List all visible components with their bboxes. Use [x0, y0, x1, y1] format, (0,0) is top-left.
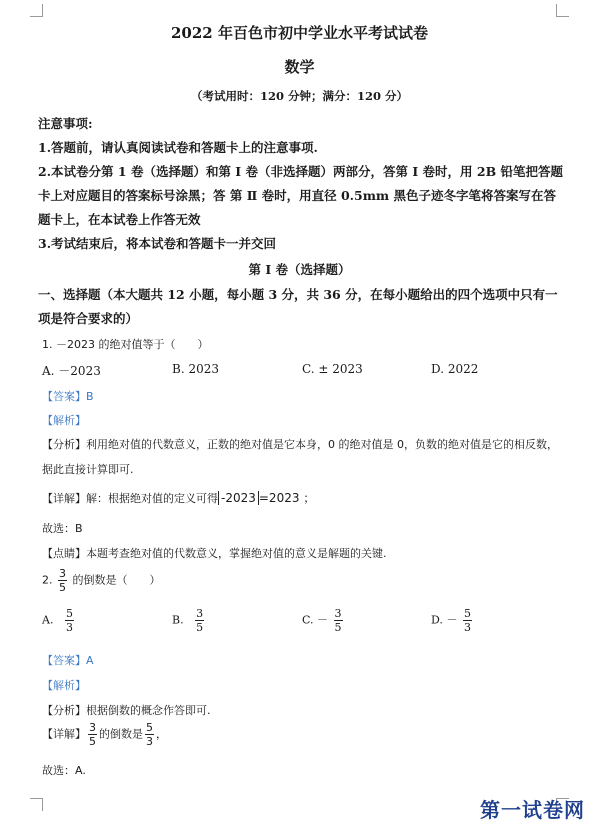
q2-stem-suffix: 的倒数是（ ）: [72, 573, 161, 587]
section-heading: 第 I 卷（选择题）: [248, 262, 351, 277]
q2-choose: 故选：A.: [42, 764, 86, 777]
q2-option-a-fraction: [65, 608, 74, 633]
q2-analysis: 【分析】根据倒数的概念作答即可.: [42, 704, 211, 717]
exam-info: （考试用时：120 分钟；满分：120 分）: [190, 89, 409, 103]
notice-item-2-end: 题卡上，在本试卷上作答无效: [38, 212, 201, 227]
notice-heading: 注意事项:: [38, 116, 93, 131]
part-title-line-2: 项是符合要求的）: [38, 311, 139, 326]
q2-option-b-label: B.: [172, 613, 184, 627]
q2-number: 2.: [42, 573, 53, 587]
q2-stem-denominator: 5: [59, 581, 66, 594]
q1-comment: 【点睛】本题考查绝对值的代数意义，掌握绝对值的意义是解题的关键.: [42, 547, 387, 560]
notice-item-2: 2.本试卷分第 1 卷（选择题）和第 I 卷（非选择题）两部分，答第 I 卷时，用 2B 铅笔把答题: [38, 164, 564, 179]
q2-option-a-numerator: 5: [65, 607, 73, 620]
q2-stem-fraction: [58, 568, 67, 593]
q1-option-a: A. －2023: [42, 364, 101, 378]
q1-answer-text: 【答案】B: [42, 390, 94, 403]
q1-analysis-tag: 【解析】: [42, 414, 86, 427]
q2-option-c-label: C.: [302, 613, 314, 627]
q1-detail-prefix: 【详解】解：根据绝对值的定义可得: [42, 492, 218, 505]
q1-abs-expression: -2023: [218, 491, 259, 505]
q2-option-d-numerator: 5: [463, 607, 471, 620]
q2-option-d-denominator: 3: [463, 621, 471, 634]
q1-analysis: 【分析】利用绝对值的代数意义，正数的绝对值是它本身，0 的绝对值是 0，负数的绝对值是它的相反数，: [42, 438, 558, 451]
site-logo: 第一试卷网: [480, 798, 585, 822]
q2-option-b-denominator: 5: [196, 621, 204, 634]
q2-detail-prefix: 【详解】: [42, 727, 86, 741]
q2-option-d-label: D.: [431, 613, 443, 627]
notice-item-1: 1.答题前，请认真阅读试卷和答题卡上的注意事项.: [38, 140, 318, 155]
part-title-line-1: 一、选择题（本大题共 12 小题，每小题 3 分，共 36 分，在每小题给出的四个选项中只有一: [38, 287, 558, 302]
q1-analysis-cont: 据此直接计算即可.: [42, 463, 134, 476]
q2-detail-fraction-2: [145, 722, 154, 747]
q1-stem: 1. －2023 的绝对值等于（ ）: [42, 338, 209, 351]
q2-detail: [42, 722, 167, 747]
q1-option-d: D. 2022: [431, 362, 479, 376]
crop-mark-bottom-left: [30, 798, 43, 811]
q2-option-c-fraction: [334, 608, 343, 633]
q2-option-d-sign: －: [446, 613, 458, 627]
q2-stem-numerator: 3: [59, 567, 66, 580]
q2-answer: 【答案】A: [42, 654, 94, 667]
q2-detail-denominator-2: 3: [146, 735, 153, 748]
q2-option-a-denominator: 3: [65, 621, 73, 634]
q2-option-b-fraction: [195, 608, 204, 633]
q2-option-b-numerator: 3: [196, 607, 204, 620]
q1-option-b: B. 2023: [172, 362, 219, 376]
q2-option-a-label: A.: [42, 613, 54, 627]
q2-option-c-numerator: 3: [334, 607, 342, 620]
q2-option-d-fraction: [463, 608, 472, 633]
crop-mark-top-left: [30, 4, 43, 17]
notice-item-2-cont: 卡上对应题目的答案标号涂黑；答 第 Ⅱ 卷时，用直径 0.5mm 黑色子迹冬字笔将答案写在答: [38, 188, 556, 203]
q2-option-c-denominator: 5: [334, 621, 342, 634]
notice-item-3: 3.考试结束后，将本试卷和答题卡一并交回: [38, 236, 277, 251]
q1-detail-result: =2023 ；: [258, 491, 316, 505]
q2-detail-numerator-1: 3: [89, 721, 96, 734]
q2-option-c: [302, 608, 345, 633]
q2-option-b: [172, 608, 206, 633]
q2-detail-denominator-1: 5: [89, 735, 96, 748]
q1-option-c: C. ± 2023: [302, 362, 363, 376]
q1-choose: 故选：B: [42, 522, 83, 535]
subject-title: 数学: [284, 58, 315, 76]
q2-option-d: [431, 608, 474, 633]
q2-analysis-tag: 【解析】: [42, 679, 86, 692]
q2-detail-mid: 的倒数是: [99, 727, 143, 741]
q2-detail-numerator-2: 5: [146, 721, 153, 734]
crop-mark-top-right: [556, 4, 569, 17]
q2-option-c-sign: －: [317, 613, 329, 627]
q2-option-a: [42, 608, 76, 633]
q2-stem: [42, 568, 161, 593]
exam-title: 2022 年百色市初中学业水平考试试卷: [171, 24, 428, 42]
q1-answer: [42, 388, 94, 404]
q2-detail-end: ，: [156, 727, 167, 741]
q2-detail-fraction-1: [88, 722, 97, 747]
q1-detail: [42, 489, 315, 506]
